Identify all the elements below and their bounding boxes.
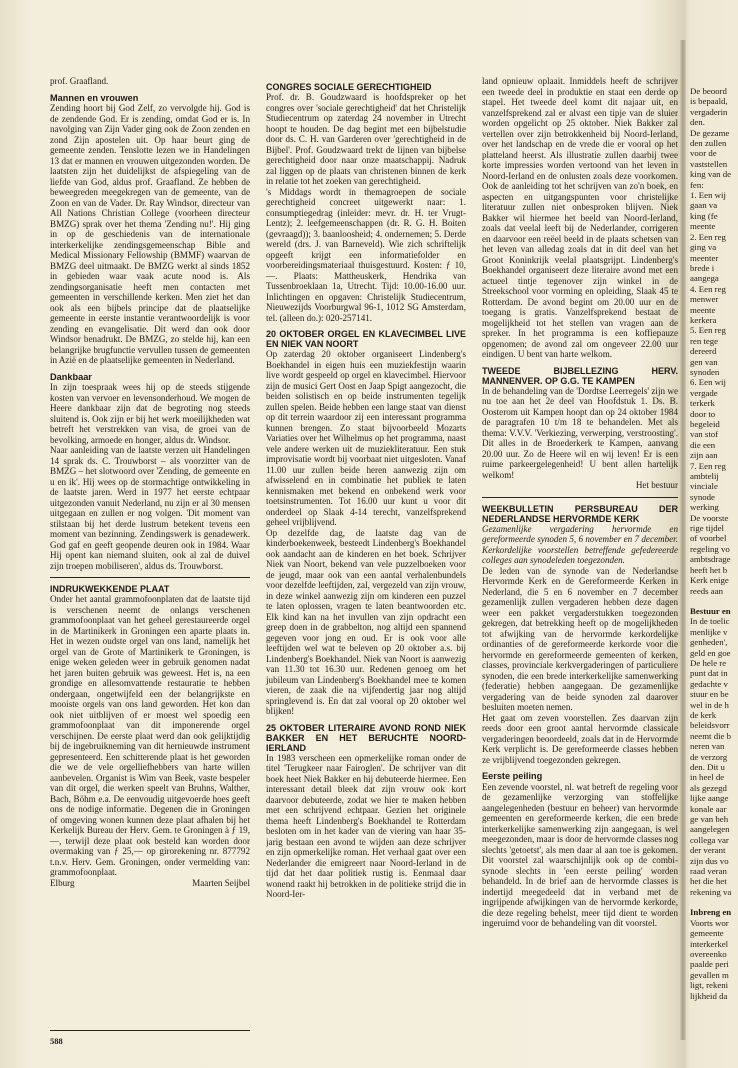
partial-line: 7. Een reg bbox=[690, 460, 726, 471]
partial-line: ging va bbox=[690, 242, 717, 253]
article-heading: CONGRES SOCIALE GERECHTIGHEID bbox=[266, 82, 432, 92]
article-heading: TWEEDE BIJBELLEZING HERV. MANNENVER. OP G.G. TE KAMPEN bbox=[482, 365, 678, 386]
column-1 bbox=[50, 76, 250, 1020]
paragraph: Naar aanleiding van de laatste verzen uit Handelingen 14 sprak ds. C. Trouwborst – als voorzitter van de BMZG – het slotwoord over 'Zending, de gemeente en u en ik'. Hij wees op de stormachtige ontwikkeling in de laatste jaren. Werd in 1977 het eerste echtpaar uitgezonden vanuit Nederland, nu zijn er al 30 mensen uitgegaan en zullen er nog volgen. 'Dit moment van stilstaan bij het derde lustrum betekent tevens een moment van bezinning. Zendingswerk is genadewerk. God gaf en geeft geopende deuren ook in 1984. Waar Hij opent kan niemand sluiten, ook al zal de duivel zijn troepen mobiliseren', aldus ds. Trouwborst. bbox=[50, 445, 250, 571]
partial-line: is bepaald, bbox=[690, 96, 728, 107]
partial-line: 1. Een wij bbox=[690, 190, 726, 201]
partial-line: De hele re bbox=[690, 657, 727, 668]
partial-line: den zullen bbox=[690, 138, 727, 149]
paragraph: In zijn toespraak wees hij op de steeds stijgende kosten van vervoer en levensonderhoud. We mogen de Heere dankbaar zijn dat de begroting nog steeds sluitend is. Ook zijn er bij het werk moeilijkheden wat betreft het verstrekken van visa, de groei van de bevolking, armoede en honger, aldus dr. Windsor. bbox=[50, 382, 250, 445]
partial-line: Bestuur en bbox=[690, 605, 731, 616]
partial-line: vinciale bbox=[690, 481, 718, 492]
partial-line: overeenko bbox=[690, 948, 727, 959]
partial-line: menwer bbox=[690, 294, 719, 305]
partial-line: aangega bbox=[690, 273, 719, 284]
paragraph: In 1983 verscheen een opmerkelijke roman onder de titel 'Terugkeer naar Fairoglen'. De schrijver van dit boek heet Niek Bakker en hij debuteerde hiermee. Een interessant detail bleek dat zijn vrouw ook kort daarvoor debuteerde, zodat we hier te maken hebben met een schrijvend echtpaar. Gezien het originele thema heeft Lindenberg's Boekhandel te Rotterdam besloten om in het kader van de viering van haar 35-jarig bestaan een avond te wijden aan deze schrijver en zijn opmerkelijke roman. Het verhaal gaat over een Nederlander die emigreert naar Noord-Ierland in de tijd dat het daar politiek rustig is. Eenmaal daar wonend raakt hij betrokken in de politieke strijd die in Noord-Ier- bbox=[266, 752, 466, 899]
partial-line: gen van bbox=[690, 356, 718, 367]
paragraph: In de behandeling van de 'Dordtse Leerregels' zijn we nu toe aan het 2e deel van Hoofdstuk 1. Ds. B. Oosterom uit Kampen hoopt dan op 24 oktober 1984 de paragrafen 10 t/m 18 te behandelen. Met als thema: V.V.V. 'Verkiezing, verwerping, verstroosting'. Dit alles in de Broederkerk te Kampen, aanvang 20.00 uur. Zo de Heere wil en wij leven! Er is een ruime parkeergelegenheid! U bent allen hartelijk welkom! bbox=[482, 385, 678, 480]
partial-line: heeft het b bbox=[690, 564, 728, 575]
signature-row bbox=[50, 878, 250, 889]
page-number: 588 bbox=[50, 1036, 63, 1046]
section-divider bbox=[50, 577, 250, 578]
partial-line: king van de bbox=[690, 169, 732, 180]
partial-line: neren van bbox=[690, 741, 725, 752]
partial-line: meenter bbox=[690, 252, 719, 263]
partial-line: De beoord bbox=[690, 86, 727, 96]
partial-line: het die het bbox=[690, 876, 727, 887]
partial-line: reeds aan bbox=[690, 585, 723, 596]
signature-author: Maarten Seijbel bbox=[192, 877, 250, 888]
partial-line: paalde peri bbox=[690, 959, 729, 970]
partial-line: gevallen m bbox=[690, 969, 729, 980]
partial-line: fen: bbox=[690, 179, 704, 190]
article-heading: 25 OKTOBER LITERAIRE AVOND ROND NIEK BAKKER EN HET BERUCHTE NOORD-IERLAND bbox=[266, 722, 466, 753]
partial-line: rige tijdel bbox=[690, 523, 724, 534]
partial-line: meente bbox=[690, 221, 716, 232]
partial-line: van stof bbox=[690, 429, 719, 440]
partial-line: ambtsdrage bbox=[690, 554, 731, 565]
section-divider bbox=[482, 497, 678, 498]
partial-line: king (fe bbox=[690, 210, 718, 221]
partial-line: De voorste bbox=[690, 512, 729, 523]
partial-line: voor de bbox=[690, 148, 717, 159]
signoff: Het bestuur bbox=[635, 480, 678, 490]
partial-line: aangelegen bbox=[690, 824, 730, 835]
partial-line: zijn dus vo bbox=[690, 855, 729, 866]
paragraph: Een zevende voorstel, nl. wat betreft de regeling voor de gezamenlijke verzorging van stoffelijke aangelegenheden (bestuur en beheer) van hervormde gemeenten en gereformeerde kerken, die een brede interkerkelijke samenwerking zijn aangegaan, is wel meegezonden, maar is door de hervormde classes nog slechts 'getoetst', als men daar al aan toe is gekomen. Dit voorstel zal waarschijnlijk ook op de combi-synode slechts in 'een eerste peiling' worden behandeld. In de brief aan de hervormde classes is indertijd meegedeeld dat in verband met de ingrijpende afwijkingen van de hervormde kerkorde, die deze regeling behelst, meer tijd dient te worden ingeruimd voor de behandeling van dit voorstel. bbox=[482, 781, 678, 928]
article-heading: INDRUKWEKKENDE PLAAT bbox=[50, 584, 170, 594]
partial-line: in heel de bbox=[690, 772, 725, 783]
partial-line: In de toelic bbox=[690, 616, 730, 627]
partial-line: zijn aan bbox=[690, 450, 718, 461]
article-intro: Gezamenlijke vergadering hervormde en gereformeerde synoden 5, 6 november en 7 december. Kerkordelijke voorstellen betreffende gefedereerde colleges aan synodeleden toegezonden. bbox=[482, 523, 678, 565]
partial-line: wel in de h bbox=[690, 699, 729, 710]
partial-line: lijkheid da bbox=[690, 990, 728, 1001]
partial-line: ambtelij bbox=[690, 471, 719, 482]
partial-line: den. bbox=[690, 117, 705, 128]
partial-line: ge van beh bbox=[690, 814, 729, 825]
partial-line: den. Dit u bbox=[690, 762, 725, 772]
partial-line: of voorbel bbox=[690, 533, 727, 544]
column-3 bbox=[482, 76, 678, 1036]
column-2 bbox=[266, 76, 466, 1036]
partial-line: raad veran bbox=[690, 866, 727, 877]
paragraph: prof. Graafland. bbox=[50, 76, 109, 86]
partial-line: als gezegd bbox=[690, 782, 727, 793]
partial-line: de verzorg bbox=[690, 751, 728, 762]
paragraph: Zending hoort bij God Zelf, zo vervolgde hij. God is de zendende God. Er is zending, omdat God er is. In navolging van Zijn Vader ging ook de Zoon zenden en zond Zijn apostelen uit. Op haar beurt ging de gemeente zenden. Tenslotte lezen we in Handelingen 13 dat er mannen en vrouwen uitgezonden worden. De laatsten zijn het duidelijkst de afspiegeling van de liefde van God, aldus prof. Graafland. Ze hebben de beweegreden meegekregen van de gemeente, van de Zoon en van de Vader. Dr. Ray Windsor, directeur van All Nations Christian College (voorheen directeur BMZG) sprak over het thema 'Zending nu!'. Hij ging in op de geschiedenis van de internationale interkerkelijke zendingsgemeenschap Bible and Medical Missionary Fellowship (BMMF) waarvan de BMZG deel uitmaakt. De BMZG werkt al sinds 1852 in gebieden waar vaak acute nood is. Als zendingsorganisatie heeft men contacten met gemeenten in verschillende kerken. Men ziet het dan ook als een bijbels principe dat de plaatselijke gemeente in eerste instantie verantwoordelijk is voor zending en evangelisatie. Dit werd dan ook door Windsor benadrukt. De BMZG, zo stelde hij, kan een belangrijke brugfunctie vervullen tussen de gemeenten in Azië en de plaatselijke gemeenten in Nederland. bbox=[50, 103, 250, 365]
partial-line: kerkera bbox=[690, 314, 717, 325]
partial-line: Kerk enige bbox=[690, 575, 729, 586]
partial-line: vaststellen bbox=[690, 158, 728, 169]
partial-line: regeling vo bbox=[690, 543, 730, 554]
partial-line: gaan va bbox=[690, 200, 718, 211]
paragraph: Onder het aantal grammofoonplaten dat de laatste tijd is verschenen neemt de onlangs verschenen grammofoonplaat van het geheel gerestaureerde orgel in de Martinikerk in Groningen een aparte plaats in. Het in wezen oudste orgel van ons land, namelijk het orgel van de Grote of Martinikerk te Groningen, is enige weken geleden weer in gebruik genomen nadat het jaren buiten gebruik was geweest. Het is, na een grondige en allesomvattende restauratie te hebben ondergaan, ongetwijfeld een der belangrijkste en mooiste orgels van ons land geworden. Het kon dan ook niet uitblijven of er moest wel spoedig een grammofoonplaat van dit imponerende orgel verschijnen. De eerste plaat werd dan ook gelijktijdig bij de ingebruikneming van dit hernieuwde instrument gepresenteerd. Een schitterende plaat is het geworden die we de vele orgelliefhebbers van harte willen aanbevelen. Organist is Wim van Beek, vaste bespeler van dit orgel, die werken speelt van Bruhns, Walther, Bach, Böhm e.a. De eenvoudig uitgevoerde hoes geeft ons de nodige informatie. Degenen die in Groningen of omgeving wonen kunnen deze plaat afhalen bij het Kerkelijk Bureau der Herv. Gem. te Groningen à ƒ 19,—, terwijl deze plaat ook besteld kan worden door overmaking van ƒ 25,— op girorekening nr. 877792 t.n.v. Herv. Gem. Groningen, onder vermelding van: grammofoonplaat. bbox=[50, 594, 250, 877]
section-subheading: Mannen en vrouwen bbox=[50, 92, 139, 103]
signature-place: Elburg bbox=[50, 877, 75, 888]
partial-line: synode bbox=[690, 491, 715, 502]
section-subheading: Eerste peiling bbox=[482, 771, 543, 781]
partial-line: begeleid bbox=[690, 419, 720, 429]
partial-line: vergaderin bbox=[690, 106, 728, 117]
partial-line: Inbreng en bbox=[690, 907, 732, 918]
partial-line: werking bbox=[690, 502, 719, 513]
article-heading: WEEKBULLETIN PERSBUREAU DER NEDERLANDSE HERVORMDE KERK bbox=[482, 503, 678, 524]
partial-line: vergade bbox=[690, 387, 718, 398]
partial-line: ligt, rekeni bbox=[690, 980, 729, 991]
partial-line bbox=[690, 897, 738, 907]
partial-line: geld en goe bbox=[690, 647, 731, 658]
article-heading: 20 OKTOBER ORGEL EN KLAVECIMBEL LIVE EN NIEK VAN NOORT bbox=[266, 329, 466, 349]
partial-line: stuur en be bbox=[690, 689, 729, 700]
partial-line: dereerd bbox=[690, 346, 717, 357]
partial-line: 2. Een reg bbox=[690, 231, 726, 242]
paragraph: Op dezelfde dag, de laatste dag van de kinderboekenweek, besteedt Lindenberg's Boekhandel ook aandacht aan de kinderen en het boek. Schrijver Niek van Noort, bekend van vele puzzelboeken voor de jeugd, maar ook van een aantal verhalenbundels voor dezelfde leeftijden, zal, vergezeld van zijn vrouw, in deze winkel aanwezig zijn om kinderen een puzzel te laten oplossen, vragen te laten beantwoorden etc. Elk kind kan na het invullen van zijn opdracht een greep doen in de grabbelton, nog altijd een spannend gegeven voor jong en oud. Er is ook voor alle leeftijden wel wat te beleven op 20 oktober a.s. bij Lindenberg's Boekhandel. Niek van Noort is aanwezig van 11.30 tot 16.30 uur. Redenen genoeg om het jubileum van Lindenberg's Boekhandel mee te komen vieren, de zaak die na vijfendertig jaar nog altijd springlevend is. En dat zal vooral op 20 oktober wel blijken! bbox=[266, 527, 466, 716]
column-4-partial bbox=[690, 86, 738, 1046]
partial-line: 6. Een wij bbox=[690, 377, 726, 388]
partial-line: der verant bbox=[690, 845, 726, 856]
paragraph: 's Middags wordt in themagroepen de sociale gerechtigheid concreet uitgewerkt naar: 1. consumptiegedrag (inleider: mevr. dr. H. ter Vrugt-Lentz); 2. leefgemeenschappen (dr. R. G. H. Boiten (gevraagd)); 3. baanloosheid; 4. ondernemen; 5. Derde wereld (drs. J. van Barneveld). Wie zich schriftelijk opgeeft krijgt een informatiefolder en voorbereidingsmateriaal thuisgestuurd. Kosten: ƒ 10,—. Plaats: Mattheuskerk, Hendrika van Tussenbroeklaan 1a, Utrecht. Tijd: 10.00-16.00 uur. Inlichtingen en opgaven: Christelijk Studiecentrum, Nieuwezijds Voorburgwal 96-1, 1012 SG Amsterdam, tel. (alleen do.): 020-257141. bbox=[266, 186, 466, 323]
binding-gutter bbox=[680, 40, 686, 1040]
paragraph: Prof. dr. B. Goudzwaard is hoofdspreker op het congres over 'sociale gerechtigheid' dat het Christelijk Studiecentrum op zaterdag 24 november in Utrecht hoopt te houden. De dag begint met een bijbelstudie door ds. C. H. van Garderen over 'gerechtigheid in de Bijbel'. Prof. Goudzwaard trekt de lijnen van bijbelse gerechtigheid door naar onze maatschappij. Nadruk zal liggen op de plaats van christenen binnen de kerk in relatie tot het zoeken van gerechtigheid. bbox=[266, 92, 466, 186]
partial-line: gedachte v bbox=[690, 678, 728, 689]
partial-line: collega var bbox=[690, 834, 729, 845]
partial-line: interkerkel bbox=[690, 938, 729, 949]
partial-line: neemt die b bbox=[690, 730, 732, 741]
partial-line: genheden', bbox=[690, 637, 728, 648]
partial-line: terkerk bbox=[690, 398, 715, 409]
partial-line: Voorts wor bbox=[690, 917, 729, 928]
partial-line: lijke aange bbox=[690, 793, 729, 804]
paragraph: Het gaat om zeven voorstellen. Zes daarvan zijn reeds door een groot aantal hervormde classicale vergaderingen beoordeeld, zoals dat in de Hervormde Kerk verplicht is. De gereformeerde classes hebben ze vrijblijvend toegezonden gekregen. bbox=[482, 712, 678, 765]
partial-line: meente bbox=[690, 304, 716, 315]
partial-line: 4. Een reg bbox=[690, 283, 726, 294]
partial-line: gemeente bbox=[690, 928, 724, 939]
footer-rule bbox=[50, 1030, 250, 1031]
partial-line: rekening va bbox=[690, 886, 732, 897]
partial-line: punt dat in bbox=[690, 668, 728, 679]
partial-line: De gezame bbox=[690, 127, 730, 138]
partial-line: ren tege bbox=[690, 335, 719, 346]
partial-line: beleidsvorr bbox=[690, 720, 730, 731]
partial-line: door to bbox=[690, 408, 716, 419]
partial-line: de kerk bbox=[690, 709, 717, 720]
paragraph: De leden van de synode van de Nederlandse Hervormde Kerk en de Gereformeerde Kerken in Nederland, die 5 en 6 november en 7 december gezamenlijk zullen vergaderen hebben deze dagen weer een pakket vergaderstukken toegezonden gekregen, dat betrekking heeft op de mogelijkheden tot afwijking van de hervormde kerkordelijke ordinanties of de gereformeerde kerkorde voor die hervormde en gereformeerde gemeenten of kerken, classes, provinciale kerkvergaderingen of particuliere synoden, die een brede interkerkelijke samenwerking (federatie) hebben aangegaan. De gezamenlijke vergadering van de beide synoden zal daarover besluiten moeten nemen. bbox=[482, 565, 678, 712]
partial-line: 5. Een reg bbox=[690, 325, 726, 336]
partial-line: brede i bbox=[690, 262, 715, 273]
partial-line: synoden bbox=[690, 366, 720, 377]
partial-line: die een bbox=[690, 439, 716, 450]
section-subheading: Dankbaar bbox=[50, 371, 92, 382]
paragraph: land opnieuw oplaait. Inmiddels heeft de schrijver een tweede deel in produktie en staat een derde op stapel. Het tweede deel komt dit najaar uit, en vanzelfsprekend zal er alvast een tipje van de sluier worden opgelicht op 25 oktober. Niek Bakker zal vertellen over zijn betrokkenheid bij Noord-Ierland, over het landschap en de vrede die er vooral op het platteland heerst. Als illustratie zullen daarbij twee korte impressies worden vertoond van het leven in Noord-Ierland en de onlusten zoals deze voorkomen. Ook de aanleiding tot het schrijven van zo'n boek, en aspecten en uitgangspunten voor christelijke literatuur zullen niet onbesproken blijven. Niek Bakker wil hiermee het beeld van Noord-Ierland, zoals dat veelal leeft bij de Nederlander, corrigeren en daarvoor een reëel beeld in de plaats schetsen van het leven van alledag zoals dat in dit deel van het Groot Koninkrijk veelal plaatsgrijpt. Lindenberg's Boekhandel organiseert deze literaire avond met een actueel tintje tegenover zijn winkel in de Streekschool voor vorming en opleiding, Slaak 45 te Rotterdam. De avond begint om 20.00 uur en de toegang is gratis. Vanzelfsprekend bestaat de mogelijkheid tot het stellen van vragen aan de spreker. In het programma is een koffiepauze opgenomen; de avond zal om ongeveer 22.00 uur eindigen. U bent van harte welkom. bbox=[482, 76, 678, 359]
partial-line bbox=[690, 596, 738, 606]
partial-line: konale aar bbox=[690, 803, 727, 814]
partial-line: menlijke v bbox=[690, 626, 728, 637]
paragraph: Op zaterdag 20 oktober organiseert Lindenberg's Boekhandel in eigen huis een muziekfestijn waarin live wordt gespeeld op orgel en klavecimbel. Hiervoor zijn de musici Gert Oost en Jaap Spigt aangezocht, die beiden solistisch en op beide instrumenten tegelijk zullen spelen. Beide hebben een lange staat van dienst op dit terrein waardoor zij een interessant programma kunnen brengen. Zo staat bijvoorbeeld Mozarts Variaties over het Wilhelmus op het programma, naast vele andere werken uit de muziekliteratuur. Een stuk improvisatie wordt bij voorbaat niet uitgesloten. Vanaf 11.00 uur zullen beide heren aanwezig zijn om afwisselend en in combinatie het publiek te laten kennismaken met bekend en onbekend werk voor toetsinstrumenten. Tot 16.00 uur kunt u voor dit onderdeel op Slaak 4-14 terecht, vanzelfsprekend geheel vrijblijvend. bbox=[266, 349, 466, 527]
